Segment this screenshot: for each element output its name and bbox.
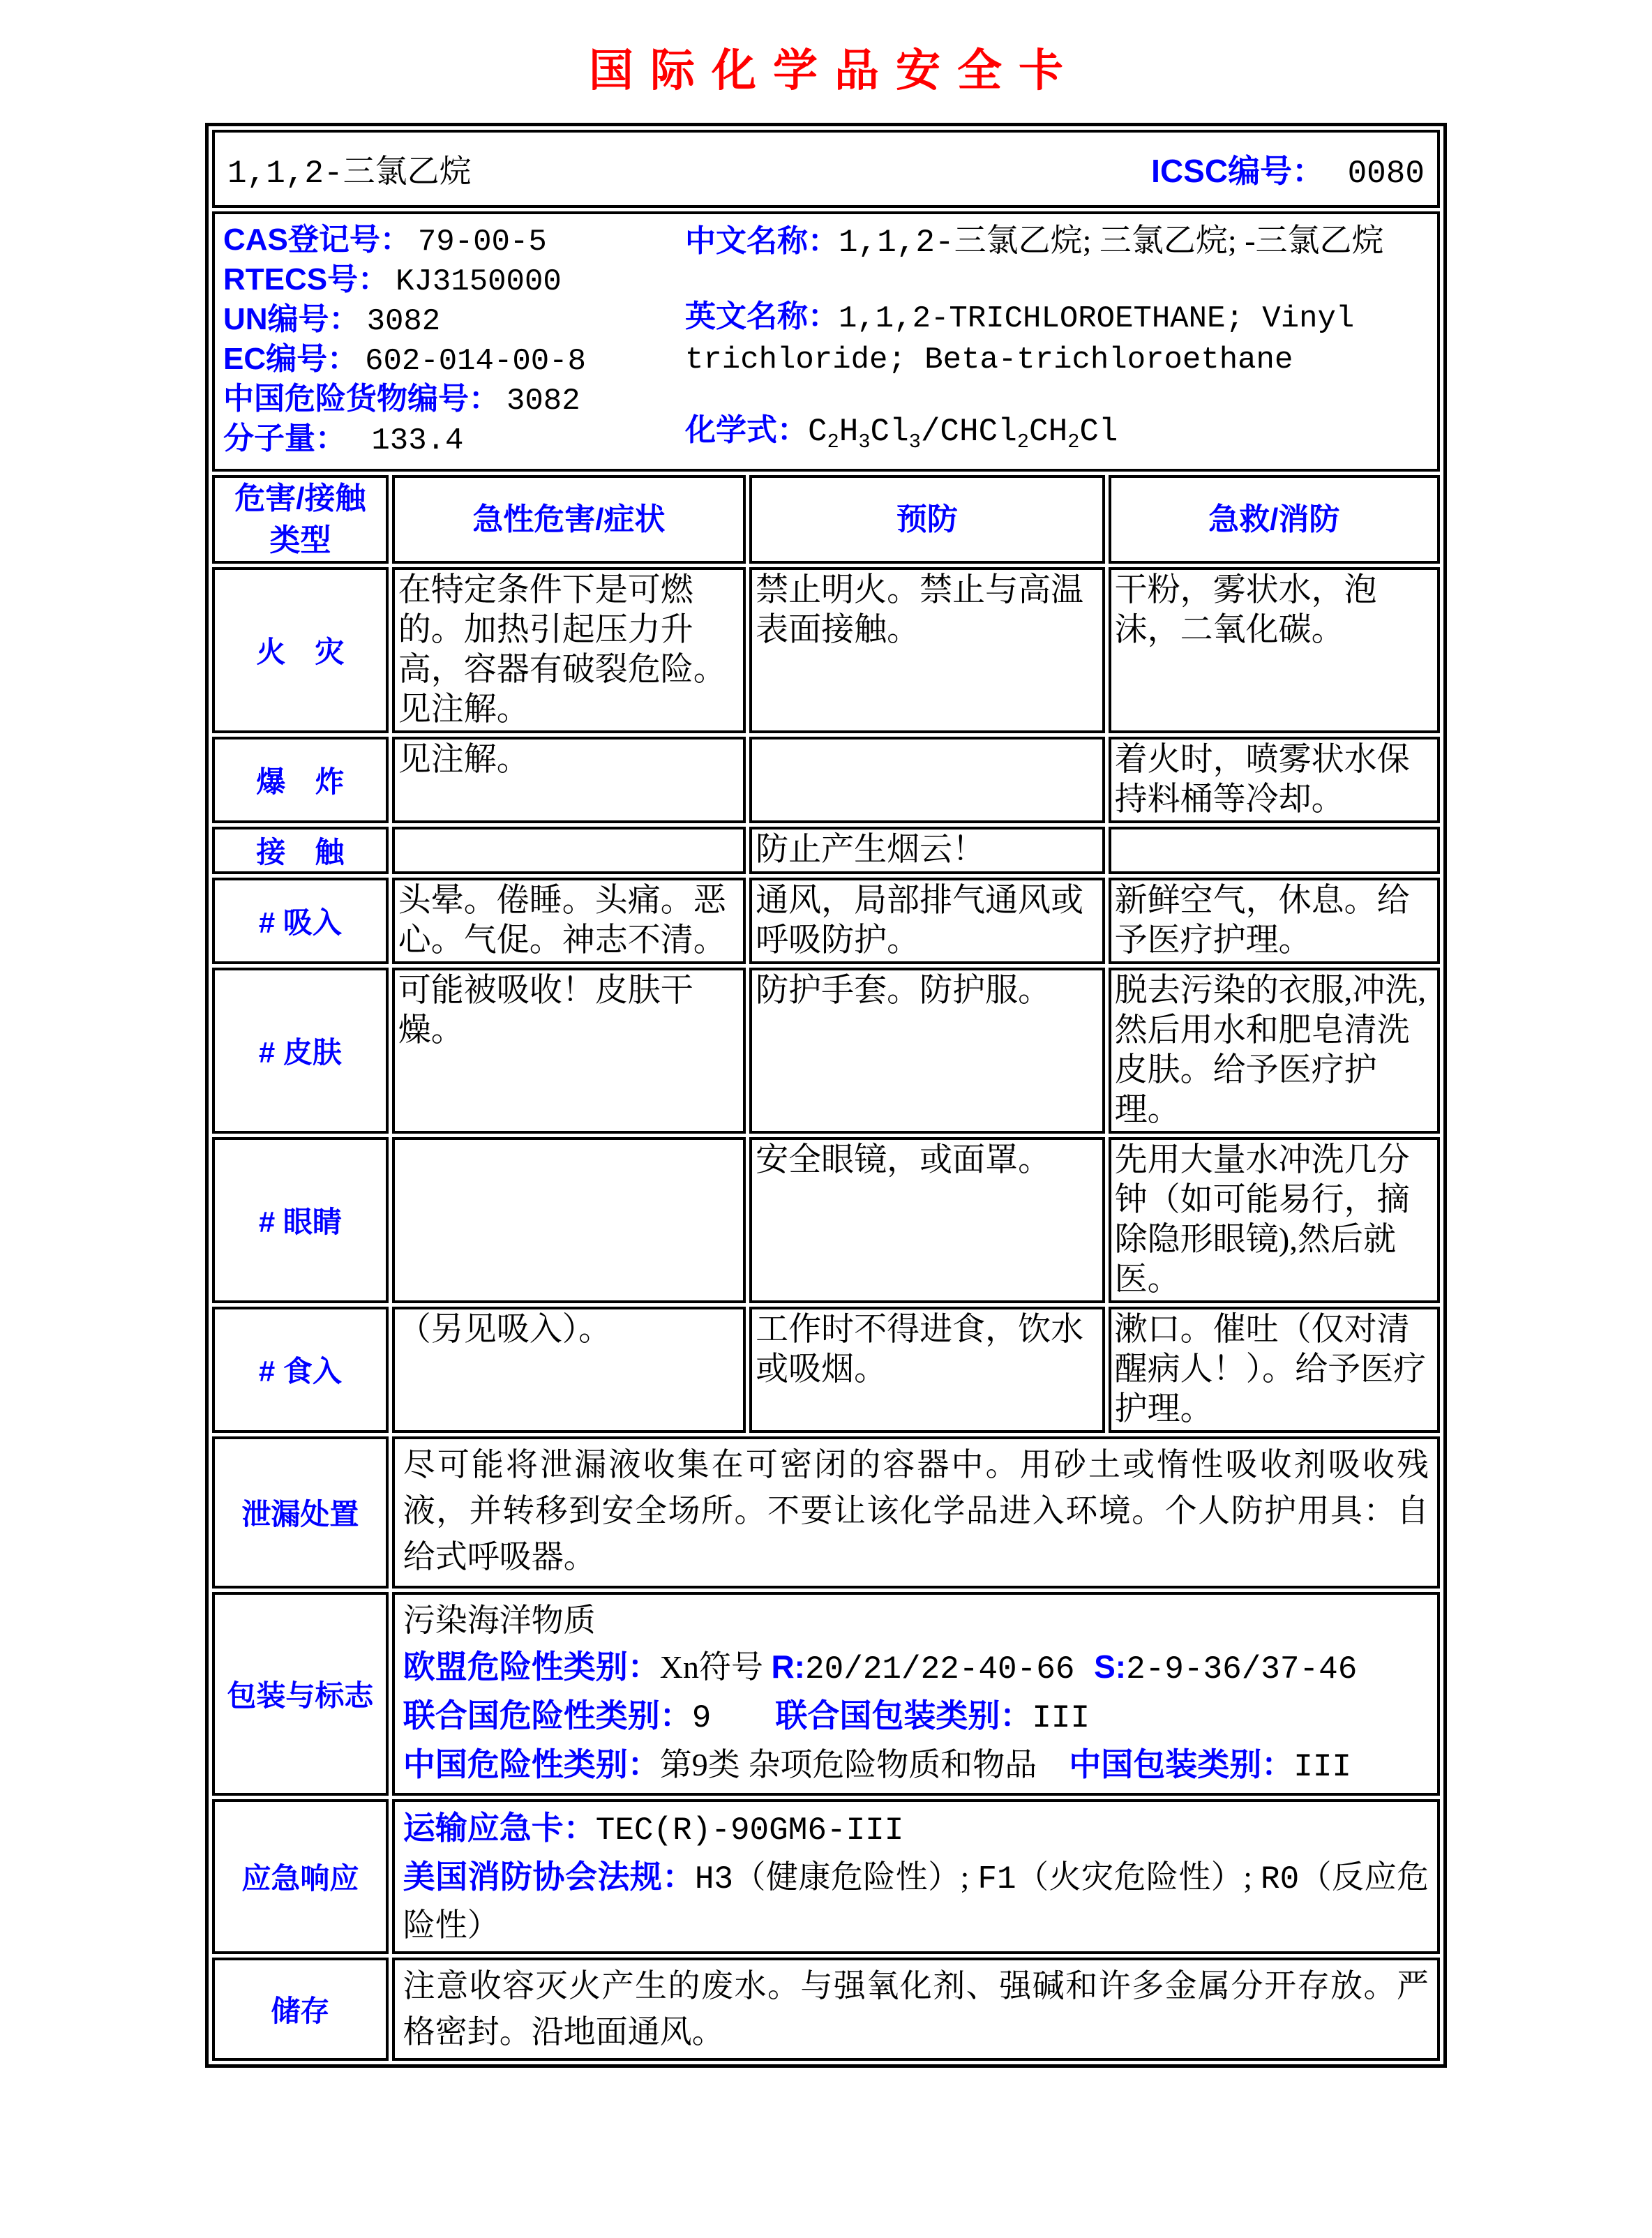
section-lines <box>403 1598 1429 1790</box>
prevention-cell: 防护手套。防护服。 <box>749 968 1104 1134</box>
id-line-cas <box>223 221 675 261</box>
col-header-firstaid: 急救/消防 <box>1109 475 1440 564</box>
hazard-row-explosion <box>212 737 1440 823</box>
hazard-type-cell: # 食入 <box>212 1307 389 1433</box>
chinese-name-label: 中文名称： <box>685 224 839 258</box>
symptoms-cell: 见注解。 <box>392 737 746 823</box>
identification-cell <box>212 211 1440 472</box>
icsc-number-group <box>1151 146 1425 192</box>
mw-value: 133.4 <box>353 423 464 458</box>
section-line: 运输应急卡：TEC(R)-90GM6-III <box>403 1809 904 1849</box>
chemical-formula-line <box>685 410 1429 462</box>
icsc-number-value: 0080 <box>1347 156 1425 192</box>
section-label-cell: 应急响应 <box>212 1799 389 1954</box>
english-name-value: 1,1,2-TRICHLOROETHANE; Vinyl trichloride; Beta-trichloroethane <box>685 301 1355 377</box>
hazard-row-ingestion <box>212 1307 1440 1433</box>
col-header-hazard-type: 危害/接触类型 <box>212 475 389 564</box>
rtecs-label: RTECS号： <box>223 262 389 296</box>
section-line: 污染海洋物质 <box>403 1602 596 1638</box>
chinese-name-line <box>685 221 1429 262</box>
section-row-emergency <box>212 1799 1440 1954</box>
cas-value: 79-00-5 <box>417 225 547 260</box>
prevention-cell: 工作时不得进食，饮水或吸烟。 <box>749 1307 1104 1433</box>
firstaid-cell: 新鲜空气，休息。给予医疗护理。 <box>1109 878 1440 964</box>
id-line-rtecs <box>223 261 675 301</box>
un-label: UN编号： <box>223 302 360 336</box>
chemical-formula-value: $C_2H_3Cl_3/CHCl_2CH_2Cl$ <box>808 414 1118 454</box>
section-label-cell: 包装与标志 <box>212 1592 389 1796</box>
firstaid-cell: 漱口。催吐（仅对清醒病人！）。给予医疗护理。 <box>1109 1307 1440 1433</box>
id-line-mw <box>223 420 675 460</box>
section-content-cell <box>392 1436 1440 1589</box>
section-line: 联合国危险性类别：9 联合国包装类别：III <box>403 1697 1090 1736</box>
section-content-cell <box>392 1799 1440 1954</box>
page-title: 国际化学品安全卡 <box>589 45 1080 96</box>
section-rows <box>212 1436 1440 2061</box>
hazard-row-inhalation <box>212 878 1440 964</box>
chemical-formula-label: 化学式： <box>685 413 808 447</box>
identification-row <box>212 211 1440 472</box>
cas-label: CAS登记号： <box>223 223 411 257</box>
col-header-prevention: 预防 <box>749 475 1104 564</box>
section-lines <box>403 1805 1429 1948</box>
chinese-name-value: 1,1,2-三氯乙烷; 三氯乙烷; -三氯乙烷 <box>839 223 1384 261</box>
id-line-un <box>223 301 675 340</box>
hazard-row-eyes <box>212 1137 1440 1303</box>
english-name-label: 英文名称： <box>685 299 839 333</box>
section-label-cell: 泄漏处置 <box>212 1436 389 1589</box>
firstaid-cell <box>1109 827 1440 874</box>
section-row-storage <box>212 1958 1440 2061</box>
id-line-cn-dg <box>223 380 675 420</box>
prevention-cell: 禁止明火。禁止与高温表面接触。 <box>749 567 1104 733</box>
ec-label: EC编号： <box>223 342 359 376</box>
symptoms-cell: 头晕。倦睡。头痛。恶心。气促。神志不清。 <box>392 878 746 964</box>
hazard-row-contact <box>212 827 1440 874</box>
section-lines <box>403 1442 1429 1580</box>
hazard-type-cell: # 皮肤 <box>212 968 389 1134</box>
hazard-type-cell: 火 灾 <box>212 567 389 733</box>
hazard-rows <box>212 567 1440 1433</box>
hazard-type-cell: # 眼睛 <box>212 1137 389 1303</box>
substance-header-row <box>212 130 1440 208</box>
id-line-ec <box>223 340 675 380</box>
col-header-symptoms: 急性危害/症状 <box>392 475 746 564</box>
un-value: 3082 <box>366 304 441 339</box>
registry-numbers <box>223 221 675 462</box>
cn-dg-value: 3082 <box>506 384 580 419</box>
rtecs-value: KJ3150000 <box>396 264 562 299</box>
mw-label: 分子量： <box>223 421 346 456</box>
icsc-number-label: ICSC编号： <box>1151 153 1325 189</box>
symptoms-cell <box>392 1137 746 1303</box>
section-content-cell <box>392 1958 1440 2061</box>
substance-name: 1,1,2-三氯乙烷 <box>227 153 472 192</box>
section-line: 欧盟危险性类别：Xn符号 R:20/21/22-40-66 S:2-9-36/37-46 <box>403 1648 1358 1688</box>
substance-header-cell <box>212 130 1440 208</box>
firstaid-cell: 着火时，喷雾状水保持料桶等冷却。 <box>1109 737 1440 823</box>
hazard-type-cell: 爆 炸 <box>212 737 389 823</box>
hazard-type-cell: # 吸入 <box>212 878 389 964</box>
prevention-cell: 防止产生烟云！ <box>749 827 1104 874</box>
hazard-row-skin <box>212 968 1440 1134</box>
symptoms-cell: 在特定条件下是可燃的。加热引起压力升高，容器有破裂危险。见注解。 <box>392 567 746 733</box>
section-lines <box>403 1963 1429 2055</box>
substance-header-bar <box>227 146 1425 192</box>
cn-dg-label: 中国危险货物编号： <box>223 382 500 416</box>
symptoms-cell <box>392 827 746 874</box>
hazard-table-header-row <box>212 475 1440 564</box>
identification-columns <box>223 221 1429 462</box>
prevention-cell: 通风，局部排气通风或呼吸防护。 <box>749 878 1104 964</box>
section-line: 注意收容灭火产生的废水。与强氧化剂、强碱和许多金属分开存放。严格密封。沿地面通风。 <box>403 1967 1429 2050</box>
ec-value: 602-014-00-8 <box>365 344 586 379</box>
section-row-packaging <box>212 1592 1440 1796</box>
section-line: 美国消防协会法规：H3（健康危险性）; F1（火灾危险性）; R0（反应危险性） <box>403 1858 1429 1943</box>
section-label-cell: 储存 <box>212 1958 389 2061</box>
symptoms-cell: 可能被吸收！皮肤干燥。 <box>392 968 746 1134</box>
section-content-cell <box>392 1592 1440 1796</box>
substance-names <box>675 221 1429 462</box>
section-line: 中国危险性类别：第9类 杂项危险物质和物品 中国包装类别：III <box>403 1745 1352 1785</box>
section-line: 尽可能将泄漏液收集在可密闭的容器中。用砂土或惰性吸收剂吸收残液，并转移到安全场所。不要让该化学品进入环境。个人防护用具：自给式呼吸器。 <box>403 1446 1429 1575</box>
firstaid-cell: 干粉，雾状水，泡沫，二氧化碳。 <box>1109 567 1440 733</box>
firstaid-cell: 先用大量水冲洗几分钟（如可能易行，摘除隐形眼镜),然后就医。 <box>1109 1137 1440 1303</box>
section-row-spill <box>212 1436 1440 1589</box>
prevention-cell <box>749 737 1104 823</box>
firstaid-cell: 脱去污染的衣服,冲洗,然后用水和肥皂清洗皮肤。给予医疗护理。 <box>1109 968 1440 1134</box>
hazard-row-fire <box>212 567 1440 733</box>
hazard-type-cell: 接 触 <box>212 827 389 874</box>
symptoms-cell: （另见吸入）。 <box>392 1307 746 1433</box>
icsc-card-table <box>205 123 1447 2068</box>
english-name-line <box>685 297 1429 380</box>
prevention-cell: 安全眼镜，或面罩。 <box>749 1137 1104 1303</box>
